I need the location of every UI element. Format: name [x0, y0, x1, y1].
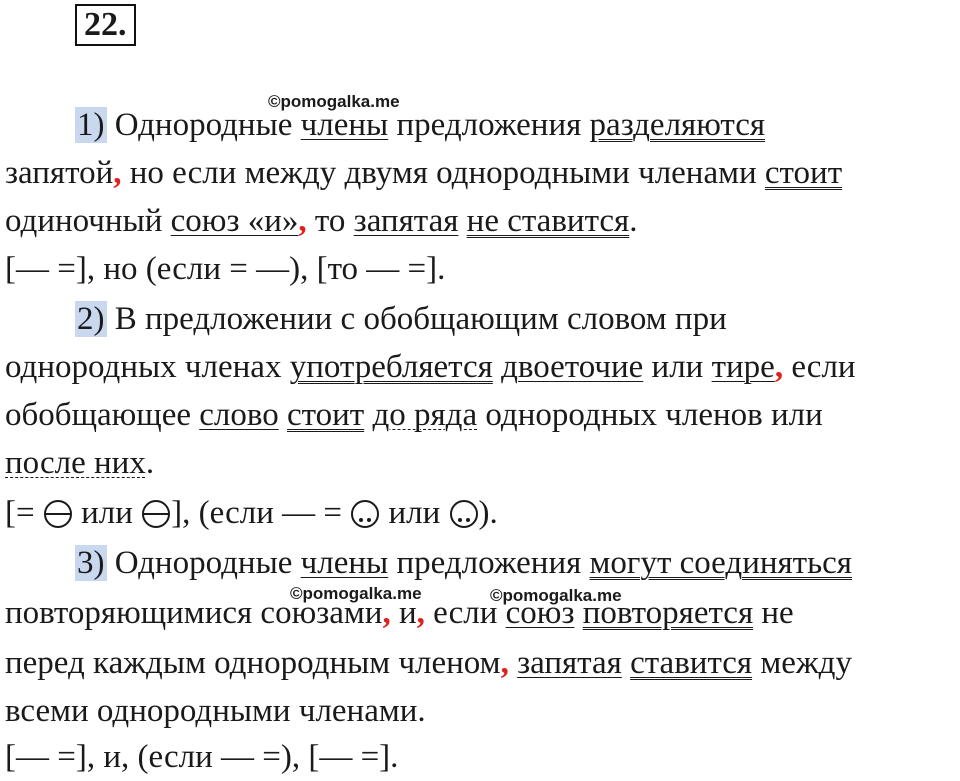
subject: запятая — [517, 645, 622, 681]
text: обобщающее — [5, 397, 200, 433]
subject: союз — [505, 595, 575, 631]
text: но если между двумя однородными членами — [121, 155, 765, 191]
subject: союз «и» — [170, 203, 299, 239]
watermark: ©pomogalka.me — [290, 584, 422, 603]
p1-line-3 — [5, 198, 637, 244]
predicate: употребляется — [289, 349, 493, 385]
adverbial: до ряда — [372, 397, 478, 433]
p1-scheme: [— =], но (если = —), [то — =]. — [5, 251, 446, 287]
text: ). — [478, 495, 498, 531]
text: предложения — [388, 545, 590, 581]
text: если — [424, 595, 506, 631]
p2-line-1 — [75, 296, 727, 342]
colon-circle-icon — [350, 499, 380, 529]
item-number: 2) — [77, 301, 105, 337]
p3-line-4: всеми однородными членами. — [5, 693, 426, 729]
p3-line-1 — [75, 540, 852, 586]
colon-circle-icon — [449, 499, 479, 529]
text: [= — [5, 495, 43, 531]
text: и — [390, 595, 417, 631]
generalizing-word-circle-icon — [141, 499, 171, 529]
p3-line-2 — [5, 590, 794, 636]
watermark: ©pomogalka.me — [268, 92, 400, 111]
subject: слово — [199, 397, 279, 433]
p2-scheme — [5, 490, 498, 536]
item-number: 1) — [77, 107, 105, 143]
text: если — [783, 349, 856, 385]
p2-line-3 — [5, 392, 823, 438]
adverbial: после них — [5, 445, 146, 481]
text: ], (если — = — [171, 495, 351, 531]
item-number: 3) — [77, 545, 105, 581]
comma: , — [113, 155, 122, 191]
text: Однородные — [114, 545, 301, 581]
text: то — [306, 203, 354, 239]
comma: , — [774, 349, 784, 385]
text: однородных членов или — [477, 397, 823, 433]
subject: запятая — [353, 203, 459, 239]
text: не — [753, 595, 794, 631]
text — [279, 397, 287, 433]
subject: тире — [711, 349, 775, 385]
predicate: стоит — [764, 155, 843, 191]
p3-line-3 — [5, 640, 852, 686]
subject: двоеточие — [501, 349, 644, 385]
predicate: стоит — [286, 397, 365, 433]
text — [493, 349, 501, 385]
predicate: повторяется — [582, 595, 754, 631]
text: . — [629, 203, 638, 239]
text: или — [643, 349, 712, 385]
subject: члены — [300, 545, 389, 581]
comma: , — [382, 595, 391, 631]
text — [622, 645, 630, 681]
generalizing-word-circle-icon — [43, 499, 73, 529]
text: В предложении с обобщающим словом при — [114, 301, 727, 337]
p1-line-2 — [5, 150, 842, 196]
predicate: разделяются — [589, 107, 766, 143]
text: или — [72, 495, 142, 531]
text: повторяющимися союзами — [5, 595, 383, 631]
exercise-number: 22. — [75, 4, 136, 46]
predicate: не ставится — [466, 203, 630, 239]
subject: члены — [300, 107, 389, 143]
p2-line-2 — [5, 344, 856, 390]
text: перед каждым однородным членом — [5, 645, 501, 681]
text: между — [752, 645, 852, 681]
predicate: ставится — [630, 645, 753, 681]
text — [509, 645, 517, 681]
predicate: могут соединяться — [589, 545, 852, 581]
p3-scheme: [— =], и, (если — =), [— =]. — [5, 739, 399, 775]
p1-line-1 — [75, 102, 765, 148]
text: или — [380, 495, 449, 531]
text — [458, 203, 466, 239]
text: одиночный — [5, 203, 171, 239]
text: предложения — [388, 107, 590, 143]
comma: , — [416, 595, 425, 631]
comma: , — [500, 645, 509, 681]
text: Однородные — [114, 107, 301, 143]
text: однородных членах — [5, 349, 290, 385]
p2-line-4 — [5, 440, 154, 486]
watermark: ©pomogalka.me — [490, 586, 622, 605]
text: запятой — [5, 155, 114, 191]
text — [574, 595, 582, 631]
text: . — [145, 445, 155, 481]
comma: , — [298, 203, 307, 239]
